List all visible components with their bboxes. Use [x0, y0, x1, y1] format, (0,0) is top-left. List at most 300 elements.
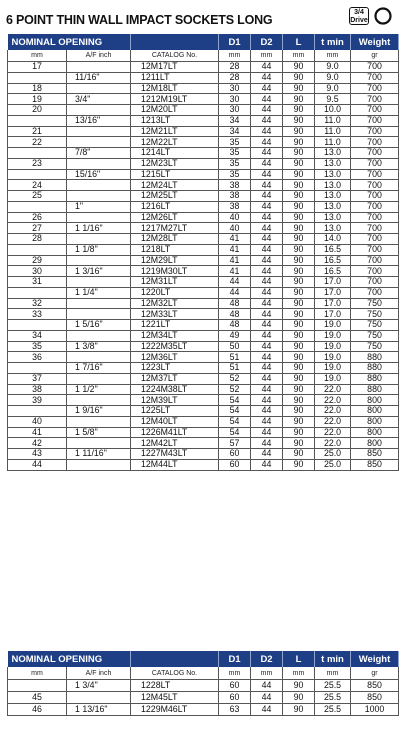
unit-cell: CATALOG No.: [131, 667, 219, 680]
weight-cell: 880: [351, 384, 399, 395]
weight-cell: 700: [351, 223, 399, 234]
table-row: [8, 406, 399, 417]
tmin-cell: 22.0: [315, 438, 351, 449]
weight-cell: 700: [351, 255, 399, 266]
mm-cell: 35: [8, 341, 67, 352]
table-row: [8, 83, 399, 94]
d2-header: D2: [251, 34, 283, 50]
mm-cell: 21: [8, 126, 67, 137]
d1-cell: 54: [219, 395, 251, 406]
units-row: [8, 667, 399, 680]
l-cell: 90: [283, 83, 315, 94]
l-cell: 90: [283, 201, 315, 212]
catalog-cell: 12M28LT: [131, 234, 219, 245]
table-row: [8, 158, 399, 169]
tmin-cell: 22.0: [315, 416, 351, 427]
tmin-cell: 16.5: [315, 255, 351, 266]
af-inch-cell: [67, 438, 131, 449]
mm-cell: [8, 72, 67, 83]
d1-cell: 44: [219, 277, 251, 288]
catalog-cell: 1214LT: [131, 148, 219, 159]
table-row: [8, 395, 399, 406]
l-cell: 90: [283, 94, 315, 105]
d2-cell: 44: [251, 373, 283, 384]
af-inch-cell: 1 5/16": [67, 320, 131, 331]
l-cell: 90: [283, 459, 315, 470]
table-row: [8, 169, 399, 180]
tmin-cell: 13.0: [315, 180, 351, 191]
d1-cell: 48: [219, 309, 251, 320]
tmin-cell: 13.0: [315, 201, 351, 212]
af-inch-cell: 1 1/2": [67, 384, 131, 395]
catalog-cell: 12M32LT: [131, 298, 219, 309]
d1-cell: 34: [219, 115, 251, 126]
tmin-cell: 11.0: [315, 115, 351, 126]
unit-cell: mm: [251, 667, 283, 680]
af-inch-cell: [67, 416, 131, 427]
table-row: [8, 62, 399, 73]
l-cell: 90: [283, 406, 315, 417]
l-cell: 90: [283, 62, 315, 73]
table-row: [8, 363, 399, 374]
l-cell: 90: [283, 115, 315, 126]
catalog-cell: 1220LT: [131, 287, 219, 298]
d1-cell: 51: [219, 352, 251, 363]
d2-cell: 44: [251, 94, 283, 105]
table-row: [8, 277, 399, 288]
weight-cell: 750: [351, 309, 399, 320]
catalog-cell: 12M22LT: [131, 137, 219, 148]
table-row: [8, 373, 399, 384]
d1-cell: 41: [219, 255, 251, 266]
mm-cell: 30: [8, 266, 67, 277]
weight-cell: 800: [351, 395, 399, 406]
unit-cell: mm: [283, 50, 315, 62]
d1-cell: 34: [219, 126, 251, 137]
d1-cell: 60: [219, 692, 251, 704]
af-inch-cell: [67, 83, 131, 94]
table-row: [8, 115, 399, 126]
tmin-cell: 25.0: [315, 459, 351, 470]
table-row: [8, 449, 399, 460]
weight-cell: 800: [351, 427, 399, 438]
d1-cell: 63: [219, 704, 251, 716]
d1-cell: 41: [219, 234, 251, 245]
l-cell: 90: [283, 363, 315, 374]
tmin-header: t min: [315, 651, 351, 667]
weight-header: Weight: [351, 34, 399, 50]
catalog-cell: 12M31LT: [131, 277, 219, 288]
af-inch-cell: 11/16": [67, 72, 131, 83]
d1-cell: 50: [219, 341, 251, 352]
d1-cell: 54: [219, 406, 251, 417]
d1-cell: 35: [219, 137, 251, 148]
l-cell: 90: [283, 449, 315, 460]
d2-cell: 44: [251, 83, 283, 94]
d2-cell: 44: [251, 416, 283, 427]
af-inch-cell: [67, 298, 131, 309]
mm-cell: 45: [8, 692, 67, 704]
weight-cell: 850: [351, 449, 399, 460]
d2-cell: 44: [251, 363, 283, 374]
mm-cell: 39: [8, 395, 67, 406]
tmin-cell: 25.0: [315, 449, 351, 460]
hex-socket-icon: [374, 7, 392, 25]
d1-cell: 54: [219, 416, 251, 427]
unit-cell: mm: [315, 667, 351, 680]
table-row: [8, 330, 399, 341]
d2-cell: 44: [251, 169, 283, 180]
af-inch-cell: [67, 126, 131, 137]
table-row: [8, 234, 399, 245]
d1-cell: 40: [219, 223, 251, 234]
unit-cell: mm: [219, 50, 251, 62]
d2-cell: 44: [251, 158, 283, 169]
tmin-cell: 9.0: [315, 83, 351, 94]
l-cell: 90: [283, 287, 315, 298]
af-inch-cell: [67, 373, 131, 384]
table-row: [8, 137, 399, 148]
af-inch-cell: 1 13/16": [67, 704, 131, 716]
af-inch-cell: 1 9/16": [67, 406, 131, 417]
weight-cell: 880: [351, 373, 399, 384]
table-row: [8, 309, 399, 320]
mm-cell: [8, 244, 67, 255]
weight-cell: 800: [351, 416, 399, 427]
mm-cell: 44: [8, 459, 67, 470]
d2-cell: 44: [251, 212, 283, 223]
tmin-cell: 16.5: [315, 244, 351, 255]
tmin-cell: 19.0: [315, 352, 351, 363]
af-inch-cell: 1 11/16": [67, 449, 131, 460]
table-row: [8, 427, 399, 438]
mm-cell: 36: [8, 352, 67, 363]
catalog-cell: 12M29LT: [131, 255, 219, 266]
d2-cell: 44: [251, 201, 283, 212]
d2-cell: 44: [251, 384, 283, 395]
unit-cell: mm: [219, 667, 251, 680]
mm-cell: 38: [8, 384, 67, 395]
mm-cell: 17: [8, 62, 67, 73]
mm-cell: 40: [8, 416, 67, 427]
l-cell: 90: [283, 212, 315, 223]
catalog-cell: 12M42LT: [131, 438, 219, 449]
table-row: [8, 191, 399, 202]
weight-cell: 800: [351, 406, 399, 417]
mm-cell: 37: [8, 373, 67, 384]
tmin-cell: 25.5: [315, 704, 351, 716]
d2-cell: 44: [251, 137, 283, 148]
d2-cell: 44: [251, 704, 283, 716]
nominal-opening-header: NOMINAL OPENING: [8, 34, 131, 50]
sockets-table: [7, 34, 399, 471]
catalog-cell: 1217M27LT: [131, 223, 219, 234]
d2-cell: 44: [251, 341, 283, 352]
catalog-cell: 1216LT: [131, 201, 219, 212]
catalog-header: [131, 651, 219, 667]
tmin-cell: 22.0: [315, 384, 351, 395]
unit-cell: mm: [8, 50, 67, 62]
weight-cell: 700: [351, 266, 399, 277]
af-inch-cell: 1 7/16": [67, 363, 131, 374]
catalog-cell: 1219M30LT: [131, 266, 219, 277]
unit-cell: CATALOG No.: [131, 50, 219, 62]
af-inch-cell: 1 1/8": [67, 244, 131, 255]
catalog-cell: 12M25LT: [131, 191, 219, 202]
af-inch-cell: [67, 62, 131, 73]
unit-cell: gr: [351, 667, 399, 680]
table-row: [8, 201, 399, 212]
mm-cell: 33: [8, 309, 67, 320]
mm-cell: [8, 320, 67, 331]
catalog-cell: 12M45LT: [131, 692, 219, 704]
weight-cell: 700: [351, 180, 399, 191]
catalog-cell: 12M40LT: [131, 416, 219, 427]
l-cell: 90: [283, 126, 315, 137]
mm-cell: 19: [8, 94, 67, 105]
d1-cell: 28: [219, 62, 251, 73]
weight-cell: 700: [351, 234, 399, 245]
af-inch-cell: 13/16": [67, 115, 131, 126]
d2-cell: 44: [251, 105, 283, 116]
table-row: [8, 341, 399, 352]
af-inch-cell: 1 3/8": [67, 341, 131, 352]
d2-cell: 44: [251, 352, 283, 363]
table-row: [8, 148, 399, 159]
catalog-header: [131, 34, 219, 50]
af-inch-cell: [67, 330, 131, 341]
catalog-cell: 12M21LT: [131, 126, 219, 137]
tmin-cell: 10.0: [315, 105, 351, 116]
af-inch-cell: 15/16": [67, 169, 131, 180]
d2-cell: 44: [251, 244, 283, 255]
catalog-cell: 1218LT: [131, 244, 219, 255]
d1-cell: 30: [219, 105, 251, 116]
af-inch-cell: [67, 234, 131, 245]
mm-cell: 34: [8, 330, 67, 341]
weight-cell: 700: [351, 94, 399, 105]
d2-cell: 44: [251, 191, 283, 202]
mm-cell: 46: [8, 704, 67, 716]
af-inch-cell: [67, 158, 131, 169]
weight-cell: 700: [351, 287, 399, 298]
tmin-cell: 9.5: [315, 94, 351, 105]
table-row: [8, 704, 399, 716]
table-row: [8, 212, 399, 223]
d1-cell: 48: [219, 320, 251, 331]
catalog-cell: 1224M38LT: [131, 384, 219, 395]
d2-cell: 44: [251, 298, 283, 309]
catalog-cell: 12M18LT: [131, 83, 219, 94]
table-row: [8, 438, 399, 449]
table-row: [8, 298, 399, 309]
l-cell: 90: [283, 234, 315, 245]
d1-cell: 28: [219, 72, 251, 83]
tmin-cell: 22.0: [315, 427, 351, 438]
af-inch-cell: 3/4": [67, 94, 131, 105]
tmin-cell: 14.0: [315, 234, 351, 245]
tmin-cell: 13.0: [315, 158, 351, 169]
weight-cell: 700: [351, 126, 399, 137]
l-cell: 90: [283, 137, 315, 148]
weight-cell: 1000: [351, 704, 399, 716]
weight-cell: 700: [351, 72, 399, 83]
d2-cell: 44: [251, 255, 283, 266]
d1-cell: 52: [219, 384, 251, 395]
table-row: [8, 680, 399, 692]
d1-cell: 51: [219, 363, 251, 374]
tmin-cell: 19.0: [315, 363, 351, 374]
catalog-cell: 12M44LT: [131, 459, 219, 470]
catalog-cell: 12M24LT: [131, 180, 219, 191]
d2-cell: 44: [251, 309, 283, 320]
mm-cell: [8, 148, 67, 159]
l-cell: 90: [283, 309, 315, 320]
table-row: [8, 180, 399, 191]
af-inch-cell: [67, 191, 131, 202]
d1-cell: 52: [219, 373, 251, 384]
d2-header: D2: [251, 651, 283, 667]
mm-cell: 22: [8, 137, 67, 148]
tmin-cell: 13.0: [315, 148, 351, 159]
d2-cell: 44: [251, 126, 283, 137]
catalog-cell: 12M23LT: [131, 158, 219, 169]
nominal-opening-header: NOMINAL OPENING: [8, 651, 131, 667]
d1-cell: 49: [219, 330, 251, 341]
catalog-cell: 12M26LT: [131, 212, 219, 223]
table-row: [8, 266, 399, 277]
weight-cell: 880: [351, 363, 399, 374]
page-title: 6 POINT THIN WALL IMPACT SOCKETS LONG: [6, 13, 273, 27]
weight-cell: 700: [351, 277, 399, 288]
l-cell: 90: [283, 373, 315, 384]
weight-cell: 700: [351, 244, 399, 255]
table-row: [8, 384, 399, 395]
table-body: [8, 50, 399, 470]
af-inch-cell: [67, 692, 131, 704]
mm-cell: [8, 287, 67, 298]
l-cell: 90: [283, 427, 315, 438]
d1-cell: 40: [219, 212, 251, 223]
tmin-cell: 11.0: [315, 126, 351, 137]
l-cell: 90: [283, 395, 315, 406]
table-row: [8, 105, 399, 116]
mm-cell: 18: [8, 83, 67, 94]
l-cell: 90: [283, 320, 315, 331]
tmin-cell: 13.0: [315, 191, 351, 202]
af-inch-cell: 1 3/4": [67, 680, 131, 692]
mm-cell: [8, 680, 67, 692]
weight-cell: 750: [351, 298, 399, 309]
d1-cell: 38: [219, 201, 251, 212]
unit-cell: mm: [315, 50, 351, 62]
af-inch-cell: [67, 105, 131, 116]
l-cell: 90: [283, 352, 315, 363]
unit-cell: A/F inch: [67, 50, 131, 62]
l-cell: 90: [283, 277, 315, 288]
weight-cell: 700: [351, 137, 399, 148]
mm-cell: 41: [8, 427, 67, 438]
d1-cell: 48: [219, 298, 251, 309]
d2-cell: 44: [251, 115, 283, 126]
d1-header: D1: [219, 651, 251, 667]
catalog-cell: 12M20LT: [131, 105, 219, 116]
mm-cell: [8, 169, 67, 180]
tmin-cell: 19.0: [315, 330, 351, 341]
d1-cell: 41: [219, 266, 251, 277]
tmin-header: t min: [315, 34, 351, 50]
l-header: L: [283, 651, 315, 667]
d1-header: D1: [219, 34, 251, 50]
l-cell: 90: [283, 298, 315, 309]
af-inch-cell: [67, 255, 131, 266]
weight-cell: 700: [351, 148, 399, 159]
catalog-cell: 1213LT: [131, 115, 219, 126]
mm-cell: 25: [8, 191, 67, 202]
d2-cell: 44: [251, 427, 283, 438]
l-cell: 90: [283, 72, 315, 83]
af-inch-cell: [67, 277, 131, 288]
d2-cell: 44: [251, 680, 283, 692]
d1-cell: 30: [219, 83, 251, 94]
weight-cell: 750: [351, 320, 399, 331]
l-cell: 90: [283, 180, 315, 191]
d1-cell: 60: [219, 459, 251, 470]
d2-cell: 44: [251, 148, 283, 159]
af-inch-cell: [67, 137, 131, 148]
weight-cell: 700: [351, 115, 399, 126]
tmin-cell: 19.0: [315, 341, 351, 352]
weight-cell: 700: [351, 201, 399, 212]
weight-cell: 850: [351, 680, 399, 692]
d2-cell: 44: [251, 62, 283, 73]
mm-cell: 31: [8, 277, 67, 288]
sockets-table-continued: [7, 651, 399, 716]
catalog-cell: 12M17LT: [131, 62, 219, 73]
tmin-cell: 9.0: [315, 62, 351, 73]
catalog-cell: 1221LT: [131, 320, 219, 331]
catalog-cell: 1215LT: [131, 169, 219, 180]
catalog-cell: 12M36LT: [131, 352, 219, 363]
tmin-cell: 19.0: [315, 373, 351, 384]
mm-cell: 28: [8, 234, 67, 245]
l-cell: 90: [283, 158, 315, 169]
tmin-cell: 25.5: [315, 680, 351, 692]
l-cell: 90: [283, 223, 315, 234]
af-inch-cell: 1 1/4": [67, 287, 131, 298]
catalog-cell: 1225LT: [131, 406, 219, 417]
af-inch-cell: [67, 459, 131, 470]
header-row: [8, 651, 399, 667]
tmin-cell: 13.0: [315, 223, 351, 234]
d2-cell: 44: [251, 395, 283, 406]
weight-cell: 850: [351, 692, 399, 704]
tmin-cell: 17.0: [315, 309, 351, 320]
catalog-cell: 1229M46LT: [131, 704, 219, 716]
d2-cell: 44: [251, 287, 283, 298]
d2-cell: 44: [251, 234, 283, 245]
table-row: [8, 244, 399, 255]
l-cell: 90: [283, 191, 315, 202]
catalog-cell: 1226M41LT: [131, 427, 219, 438]
table-row: [8, 255, 399, 266]
mm-cell: 24: [8, 180, 67, 191]
af-inch-cell: [67, 212, 131, 223]
af-inch-cell: [67, 309, 131, 320]
d2-cell: 44: [251, 266, 283, 277]
tmin-cell: 13.0: [315, 169, 351, 180]
weight-cell: 700: [351, 212, 399, 223]
